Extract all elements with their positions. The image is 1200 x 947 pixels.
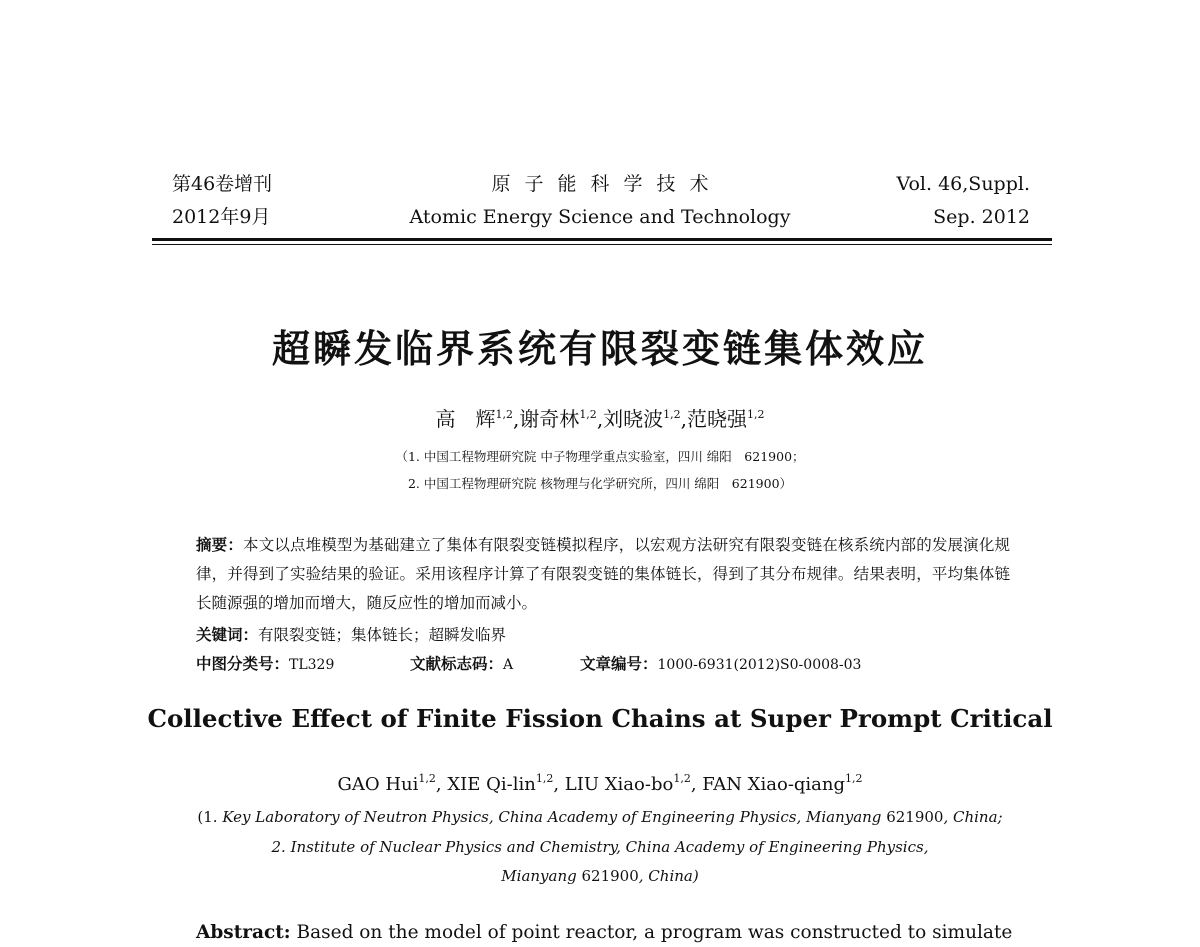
doccode-value: A	[503, 657, 514, 673]
keywords-text-cn: 有限裂变链；集体链长；超瞬发临界	[258, 626, 507, 644]
author-affiliation-mark: 1,2	[418, 772, 436, 785]
journal-volume-info	[172, 168, 272, 234]
header-rule-thick	[152, 238, 1052, 241]
abstract-en	[196, 918, 1016, 947]
paper-title-cn: 超瞬发临界系统有限裂变链集体效应	[271, 327, 928, 371]
keywords-cn	[196, 621, 506, 650]
author-affiliation-mark: 1,2	[579, 408, 597, 421]
abstract-text-en: Based on the model of point reactor, a program was constructed to simulate	[290, 922, 1013, 943]
volume-en: Vol. 46,Suppl.	[896, 173, 1030, 195]
author-name-en: FAN Xiao-qiang	[702, 774, 846, 795]
journal-volume-en	[897, 168, 1030, 234]
volume-issue: 第46卷增刊	[172, 173, 273, 195]
author-name-cn: 范晓强	[687, 407, 748, 431]
affiliation-en-1: (1. Key Laboratory of Neutron Physics, China Academy of Engineering Physics, Mianyang 621900, China;	[197, 808, 1003, 826]
affiliation-cn-2: 2. 中国工程物理研究院 核物理与化学研究所，四川 绵阳 621900）	[407, 476, 793, 491]
doccode-label: 文献标志码：	[410, 655, 504, 673]
paper-title-en: Collective Effect of Finite Fission Chains at Super Prompt Critical	[147, 704, 1053, 733]
author-name-en: LIU Xiao-bo	[564, 774, 674, 795]
affiliations-cn	[100, 443, 1100, 497]
author-affiliation-mark: 1,2	[747, 408, 765, 421]
article-value: 1000-6931(2012)S0-0008-03	[657, 657, 862, 673]
author-name-en: XIE Qi-lin	[447, 774, 536, 795]
publication-date-cn: 2012年9月	[172, 206, 271, 228]
clc-number	[196, 650, 334, 680]
affiliations-en	[130, 803, 1070, 892]
header-rule-thin	[152, 244, 1052, 245]
author-affiliation-mark: 1,2	[663, 408, 681, 421]
author-list-cn: 高 辉$^{1,2}$,谢奇林$^{1,2}$,刘晓波$^{1,2}$,范晓强$^{1,2}$	[435, 407, 765, 431]
author-affiliation-mark: 1,2	[535, 772, 554, 785]
abstract-label-cn: 摘要：	[196, 536, 243, 554]
affiliation-en-3: Mianyang 621900, China)	[501, 867, 699, 885]
author-name-cn: 刘晓波	[603, 407, 664, 431]
keywords-label-cn: 关键词：	[196, 626, 259, 644]
abstract-text-cn: 本文以点堆模型为基础建立了集体有限裂变链模拟程序，以宏观方法研究有限裂变链在核系统内部的发展演化规律，并得到了实验结果的验证。采用该程序计算了有限裂变链的集体链长，得到了其分布规律。结果表明，平均集体链长随源强的增加而增大，随反应性的增加而减小。	[196, 536, 1010, 612]
document-code	[410, 650, 513, 680]
article-number	[580, 650, 861, 680]
abstract-label-en: Abstract:	[196, 922, 291, 943]
author-affiliation-mark: 1,2	[845, 772, 863, 785]
article-label: 文章编号：	[580, 655, 658, 673]
journal-name	[360, 168, 840, 234]
author-list-en: GAO Hui$^{1,2}$, XIE Qi-lin$^{1,2}$, LIU Xiao-bo$^{1,2}$, FAN Xiao-qiang$^{1,2}$	[337, 772, 863, 795]
affiliation-en-2: 2. Institute of Nuclear Physics and Chemistry, China Academy of Engineering Physics,	[271, 837, 929, 856]
journal-name-cn: 原子能科学技术	[491, 173, 723, 195]
author-affiliation-mark: 1,2	[495, 408, 513, 421]
journal-name-en: Atomic Energy Science and Technology	[409, 206, 791, 228]
affiliation-cn-1: （1. 中国工程物理研究院 中子物理学重点实验室，四川 绵阳 621900；	[395, 449, 805, 464]
publication-date-en: Sep. 2012	[933, 206, 1030, 228]
author-affiliation-mark: 1,2	[673, 772, 691, 785]
abstract-cn	[196, 531, 1010, 618]
clc-value: TL329	[289, 657, 335, 673]
clc-label: 中图分类号：	[196, 655, 290, 673]
author-name-en: GAO Hui	[337, 774, 419, 795]
author-name-cn: 高 辉	[435, 407, 496, 431]
author-name-cn: 谢奇林	[519, 407, 580, 431]
